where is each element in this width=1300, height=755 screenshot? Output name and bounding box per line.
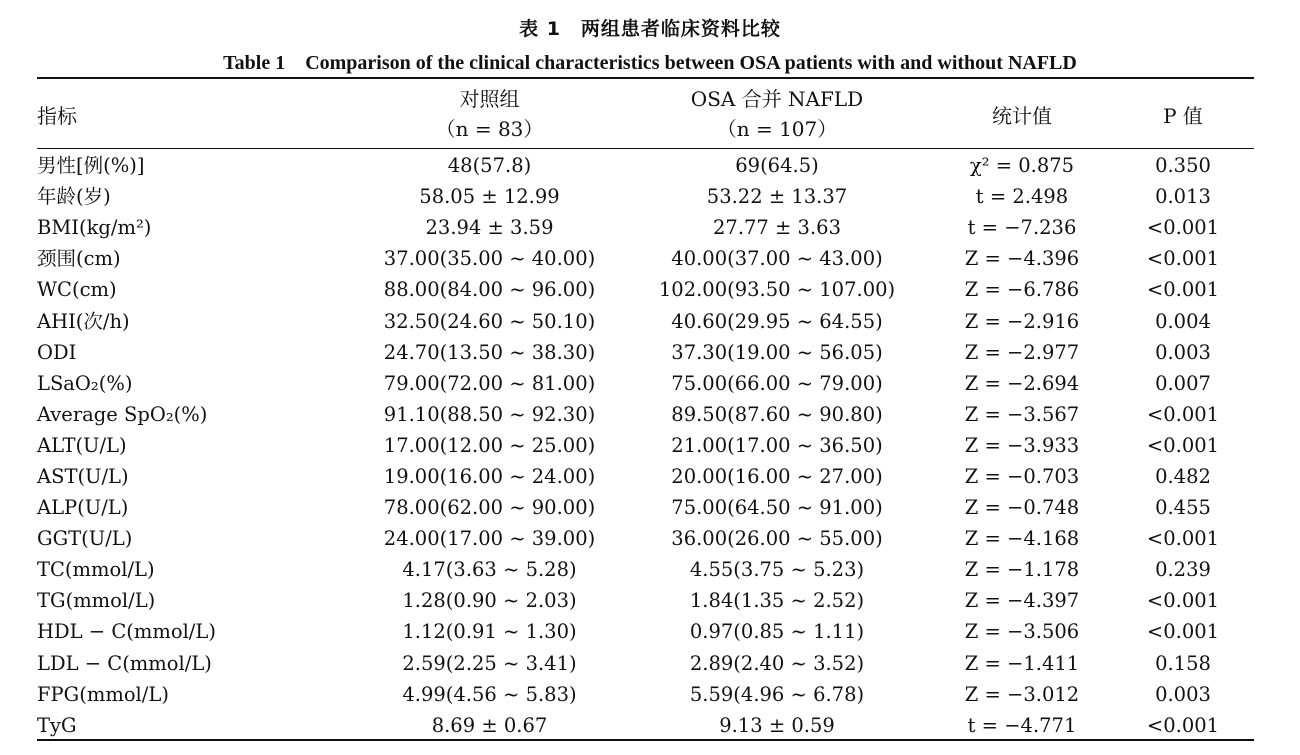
statistic-value: t = −7.236 — [967, 216, 1077, 240]
table-row — [37, 399, 1254, 430]
table-row — [37, 274, 1254, 305]
p-value: 0.007 — [1155, 371, 1211, 395]
p-value: <0.001 — [1146, 278, 1220, 302]
control-value: 58.05 ± 12.99 — [419, 185, 560, 209]
control-value: 78.00(62.00 ~ 90.00) — [383, 496, 596, 520]
control-value: 48(57.8) — [447, 154, 532, 178]
row-indicator: TyG — [37, 713, 77, 737]
table-row — [37, 212, 1254, 243]
control-value: 37.00(35.00 ~ 40.00) — [383, 247, 596, 271]
p-value: 0.350 — [1155, 154, 1211, 178]
case-value: 0.97(0.85 ~ 1.11) — [689, 620, 865, 644]
table-row — [37, 461, 1254, 492]
statistic-value: t = −4.771 — [967, 713, 1077, 737]
case-value: 9.13 ± 0.59 — [719, 713, 835, 737]
row-indicator: HDL − C(mmol/L) — [37, 620, 216, 644]
row-indicator: LSaO₂(%) — [37, 371, 133, 395]
statistic-value: Z = −3.567 — [964, 402, 1080, 426]
table-title-english: Table 1 Comparison of the clinical characteristics between OSA patients with and without NAFLD — [223, 52, 1077, 74]
statistic-value: Z = −3.933 — [964, 433, 1080, 457]
control-value: 32.50(24.60 ~ 50.10) — [383, 309, 596, 333]
table-body — [37, 148, 1254, 741]
control-value: 23.94 ± 3.59 — [425, 216, 554, 240]
case-value: 75.00(66.00 ~ 79.00) — [671, 371, 883, 395]
table-row — [37, 243, 1254, 274]
p-value: 0.003 — [1155, 682, 1211, 706]
control-value: 4.99(4.56 ~ 5.83) — [402, 682, 577, 706]
case-value: 36.00(26.00 ~ 55.00) — [671, 527, 883, 551]
p-value: <0.001 — [1146, 713, 1220, 737]
row-indicator: ALP(U/L) — [37, 496, 129, 520]
control-value: 91.10(88.50 ~ 92.30) — [383, 402, 596, 426]
p-value: <0.001 — [1146, 433, 1220, 457]
p-value: <0.001 — [1146, 527, 1220, 551]
control-value: 24.70(13.50 ~ 38.30) — [383, 340, 596, 364]
table-row — [37, 585, 1254, 616]
statistic-value: Z = −4.397 — [964, 589, 1080, 613]
header-p-value: P 值 — [1163, 103, 1203, 128]
p-value: 0.239 — [1155, 558, 1211, 582]
case-value: 1.84(1.35 ~ 2.52) — [689, 589, 865, 613]
header-case-label: OSA 合并 NAFLD — [690, 87, 864, 111]
statistic-value: Z = −4.396 — [964, 247, 1080, 271]
table-row — [37, 368, 1254, 399]
statistic-value: Z = −2.694 — [964, 371, 1080, 395]
statistic-value: Z = −4.168 — [964, 527, 1080, 551]
table-row — [37, 616, 1254, 647]
case-value: 2.89(2.40 ~ 3.52) — [689, 651, 865, 675]
control-value: 1.12(0.91 ~ 1.30) — [402, 620, 577, 644]
table-header — [37, 80, 1254, 148]
p-value: <0.001 — [1146, 216, 1220, 240]
row-indicator: BMI(kg/m²) — [37, 216, 152, 240]
control-value: 2.59(2.25 ~ 3.41) — [402, 651, 577, 675]
statistic-value: Z = −2.977 — [964, 340, 1080, 364]
header-case-n: （n = 107） — [716, 117, 838, 141]
header-statistic: 统计值 — [992, 103, 1052, 128]
control-value: 88.00(84.00 ~ 96.00) — [383, 278, 596, 302]
p-value: 0.455 — [1155, 496, 1211, 520]
case-value: 89.50(87.60 ~ 90.80) — [671, 402, 883, 426]
case-value: 20.00(16.00 ~ 27.00) — [671, 464, 883, 488]
p-value: <0.001 — [1146, 402, 1220, 426]
row-indicator: Average SpO₂(%) — [37, 402, 208, 426]
statistic-value: Z = −1.178 — [964, 558, 1080, 582]
table-title-chinese: 表 1 两组患者临床资料比较 — [519, 18, 781, 40]
case-value: 37.30(19.00 ~ 56.05) — [671, 340, 883, 364]
statistic-value: Z = −0.703 — [964, 464, 1080, 488]
table-row — [37, 554, 1254, 585]
statistic-value: Z = −2.916 — [964, 309, 1080, 333]
row-indicator: GGT(U/L) — [37, 527, 133, 551]
case-value: 5.59(4.96 ~ 6.78) — [689, 682, 865, 706]
row-indicator: AHI(次/h) — [37, 309, 130, 333]
control-value: 17.00(12.00 ~ 25.00) — [383, 433, 596, 457]
header-case — [622, 80, 932, 148]
case-value: 40.60(29.95 ~ 64.55) — [671, 309, 883, 333]
table-row — [37, 679, 1254, 710]
statistic-value: Z = −3.506 — [964, 620, 1080, 644]
statistic-value: χ² = 0.875 — [969, 154, 1075, 178]
case-value: 75.00(64.50 ~ 91.00) — [671, 496, 883, 520]
case-value: 53.22 ± 13.37 — [706, 185, 848, 209]
row-indicator: WC(cm) — [37, 278, 117, 302]
statistic-value: Z = −1.411 — [964, 651, 1080, 675]
row-indicator: 颈围(cm) — [37, 247, 121, 271]
p-value: 0.004 — [1155, 309, 1211, 333]
table-row — [37, 523, 1254, 554]
control-value: 4.17(3.63 ~ 5.28) — [402, 558, 577, 582]
statistic-value: Z = −3.012 — [964, 682, 1080, 706]
case-value: 27.77 ± 3.63 — [713, 216, 841, 240]
p-value: <0.001 — [1146, 589, 1220, 613]
statistic-value: Z = −0.748 — [964, 496, 1080, 520]
table-row — [37, 430, 1254, 461]
row-indicator: LDL − C(mmol/L) — [37, 651, 212, 675]
header-indicator: 指标 — [37, 103, 77, 128]
top-rule — [37, 77, 1254, 79]
control-value: 79.00(72.00 ~ 81.00) — [383, 371, 596, 395]
p-value: 0.013 — [1155, 185, 1211, 209]
row-indicator: ALT(U/L) — [37, 433, 127, 457]
case-value: 4.55(3.75 ~ 5.23) — [689, 558, 865, 582]
table-row — [37, 492, 1254, 523]
p-value: 0.158 — [1155, 651, 1211, 675]
table-row — [37, 337, 1254, 368]
p-value: <0.001 — [1146, 620, 1220, 644]
control-value: 24.00(17.00 ~ 39.00) — [383, 527, 596, 551]
table-row — [37, 148, 1254, 181]
clinical-characteristics-table — [37, 80, 1254, 741]
table-row — [37, 181, 1254, 212]
table-row — [37, 648, 1254, 679]
p-value: 0.482 — [1155, 464, 1211, 488]
control-value: 1.28(0.90 ~ 2.03) — [402, 589, 577, 613]
header-control — [357, 80, 622, 148]
case-value: 40.00(37.00 ~ 43.00) — [671, 247, 883, 271]
table-row — [37, 305, 1254, 336]
table-row — [37, 710, 1254, 741]
row-indicator: TC(mmol/L) — [37, 558, 155, 582]
header-control-label: 对照组 — [459, 87, 520, 111]
statistic-value: Z = −6.786 — [964, 278, 1080, 302]
statistic-value: t = 2.498 — [975, 185, 1069, 209]
header-control-n: （n = 83） — [435, 117, 544, 141]
row-indicator: 年龄(岁) — [37, 185, 111, 209]
p-value: 0.003 — [1155, 340, 1211, 364]
row-indicator: FPG(mmol/L) — [37, 682, 169, 706]
case-value: 102.00(93.50 ~ 107.00) — [658, 278, 896, 302]
case-value: 21.00(17.00 ~ 36.50) — [671, 433, 883, 457]
row-indicator: 男性[例(%)] — [37, 154, 145, 178]
p-value: <0.001 — [1146, 247, 1220, 271]
case-value: 69(64.5) — [735, 154, 819, 178]
row-indicator: TG(mmol/L) — [37, 589, 156, 613]
control-value: 19.00(16.00 ~ 24.00) — [383, 464, 596, 488]
row-indicator: ODI — [37, 340, 77, 364]
control-value: 8.69 ± 0.67 — [431, 713, 548, 737]
row-indicator: AST(U/L) — [37, 464, 129, 488]
